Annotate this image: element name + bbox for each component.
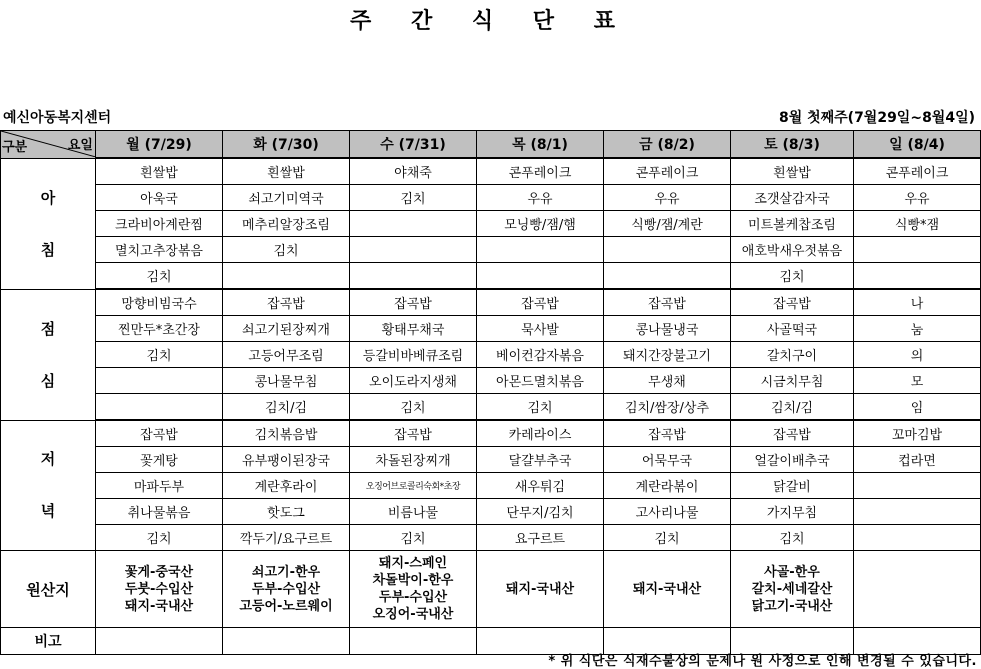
menu-cell (854, 499, 981, 525)
menu-cell: 흰쌀밥 (96, 158, 223, 185)
menu-cell: 김치 (96, 525, 223, 551)
menu-cell: 묵사발 (477, 316, 604, 342)
menu-cell: 잡곡밥 (604, 420, 731, 447)
menu-cell: 카레라이스 (477, 420, 604, 447)
menu-cell (223, 263, 350, 290)
menu-cell (96, 368, 223, 394)
meal-label-char: 심 (40, 371, 56, 390)
origin-cell (854, 551, 981, 628)
meal-label-char: 점 (40, 319, 56, 338)
origin-line: 꽃게-중국산 (124, 564, 194, 580)
meal-label (1, 289, 96, 420)
origin-line: 돼지-국내산 (505, 581, 575, 597)
menu-row (1, 289, 981, 316)
menu-cell: 콘푸레이크 (604, 158, 731, 185)
menu-cell: 고사리나물 (604, 499, 731, 525)
menu-cell: 나 (854, 289, 981, 316)
menu-cell: 잡곡밥 (731, 420, 854, 447)
menu-cell: 요구르트 (477, 525, 604, 551)
menu-row (1, 263, 981, 290)
menu-cell (350, 211, 477, 237)
page-title: 주 간 식 단 표 (350, 9, 631, 34)
day-header: 토 (8/3) (731, 131, 854, 159)
menu-row (1, 394, 981, 421)
menu-cell: 쇠고기미역국 (223, 185, 350, 211)
menu-cell (350, 263, 477, 290)
menu-cell: 깍두기/요구르트 (223, 525, 350, 551)
origin-line: 두부-수입산 (251, 581, 321, 597)
origin-line: 돼지-국내산 (124, 598, 194, 614)
menu-cell: 메추리알장조림 (223, 211, 350, 237)
menu-cell: 크라비아계란찜 (96, 211, 223, 237)
origin-line: 고등어-노르웨이 (239, 598, 333, 614)
menu-cell: 김치 (96, 342, 223, 368)
origin-line: 돼지-스페인 (378, 556, 448, 571)
menu-cell: 고등어무조림 (223, 342, 350, 368)
menu-cell: 김치 (96, 263, 223, 290)
menu-cell: 김치볶음밥 (223, 420, 350, 447)
menu-cell: 얼갈이배추국 (731, 447, 854, 473)
origin-cell (96, 551, 223, 628)
menu-cell (854, 525, 981, 551)
origin-line: 닭고기-국내산 (751, 598, 833, 614)
origin-line: 사골-한우 (764, 564, 820, 580)
menu-cell: 김치 (350, 394, 477, 421)
meal-label (1, 420, 96, 551)
menu-cell: 꽃게탕 (96, 447, 223, 473)
origin-label: 원산지 (1, 551, 96, 628)
origin-line: 두부-수입산 (378, 590, 448, 605)
menu-cell: 차돌된장찌개 (350, 447, 477, 473)
origin-line: 돼지-국내산 (632, 581, 702, 597)
menu-cell (96, 394, 223, 421)
menu-cell: 잡곡밥 (96, 420, 223, 447)
menu-cell: 식빵/잼/계란 (604, 211, 731, 237)
menu-cell: 황태무채국 (350, 316, 477, 342)
day-header: 화 (7/30) (223, 131, 350, 159)
menu-cell: 의 (854, 342, 981, 368)
meal-label-char: 녁 (40, 502, 56, 521)
menu-cell: 꼬마김밥 (854, 420, 981, 447)
menu-cell: 콩나물무침 (223, 368, 350, 394)
week-range: 8월 첫째주(7월29일~8월4일) (778, 110, 975, 126)
meal-label (1, 158, 96, 289)
menu-cell: 멸치고추장볶음 (96, 237, 223, 263)
menu-cell: 가지무침 (731, 499, 854, 525)
menu-cell: 모 (854, 368, 981, 394)
menu-cell: 등갈비바베큐조림 (350, 342, 477, 368)
menu-cell: 김치 (350, 525, 477, 551)
menu-cell: 잡곡밥 (477, 289, 604, 316)
menu-row (1, 158, 981, 185)
day-header: 수 (7/31) (350, 131, 477, 159)
meal-label-char: 아 (40, 188, 56, 207)
corner-header (1, 131, 96, 159)
origin-line: 차돌박이-한우 (372, 573, 454, 588)
note-cell (96, 628, 223, 655)
menu-row (1, 342, 981, 368)
menu-cell: 아욱국 (96, 185, 223, 211)
origin-line: 쇠고기-한우 (251, 564, 321, 580)
menu-cell: 무생채 (604, 368, 731, 394)
menu-cell: 시금치무침 (731, 368, 854, 394)
origin-cell (223, 551, 350, 628)
origin-line: 갈치-세네갈산 (751, 581, 833, 597)
footnote: * 위 식단은 식재수불상의 문제나 원 사정으로 인해 변경될 수 있습니다. (548, 654, 977, 669)
menu-cell: 아몬드멸치볶음 (477, 368, 604, 394)
menu-row (1, 420, 981, 447)
menu-cell: 계란라볶이 (604, 473, 731, 499)
menu-cell: 김치/쌈장/상추 (604, 394, 731, 421)
menu-cell: 어묵무국 (604, 447, 731, 473)
menu-cell: 흰쌀밥 (731, 158, 854, 185)
menu-cell: 김치/김 (731, 394, 854, 421)
menu-cell: 조갯살감자국 (731, 185, 854, 211)
menu-cell: 야채죽 (350, 158, 477, 185)
day-header: 월 (7/29) (96, 131, 223, 159)
origin-line: 두붓-수입산 (124, 581, 194, 597)
corner-label-day: 요일 (67, 138, 93, 153)
menu-cell: 사골떡국 (731, 316, 854, 342)
menu-cell: 취나물볶음 (96, 499, 223, 525)
day-header: 금 (8/2) (604, 131, 731, 159)
menu-cell: 망향비빔국수 (96, 289, 223, 316)
menu-cell: 새우튀김 (477, 473, 604, 499)
note-cell (223, 628, 350, 655)
menu-row (1, 447, 981, 473)
menu-row (1, 525, 981, 551)
origin-line: 오징어-국내산 (372, 607, 454, 622)
menu-cell: 우유 (477, 185, 604, 211)
menu-cell: 모닝빵/잼/햄 (477, 211, 604, 237)
menu-cell (604, 237, 731, 263)
menu-cell: 갈치구이 (731, 342, 854, 368)
menu-cell: 찐만두*초간장 (96, 316, 223, 342)
note-label: 비고 (1, 628, 96, 655)
menu-row (1, 237, 981, 263)
menu-cell: 닭갈비 (731, 473, 854, 499)
menu-cell: 베이컨감자볶음 (477, 342, 604, 368)
menu-cell: 잡곡밥 (731, 289, 854, 316)
menu-cell: 김치 (604, 525, 731, 551)
origin-cell (350, 551, 477, 628)
menu-cell (854, 473, 981, 499)
menu-cell: 김치 (731, 263, 854, 290)
corner-label-category: 구분 (2, 139, 28, 155)
menu-cell: 김치 (477, 394, 604, 421)
menu-cell: 우유 (854, 185, 981, 211)
origin-cell (731, 551, 854, 628)
menu-cell (477, 237, 604, 263)
menu-cell: 오이도라지생채 (350, 368, 477, 394)
menu-row (1, 473, 981, 499)
header-row (1, 131, 981, 159)
menu-cell: 미트볼케찹조림 (731, 211, 854, 237)
menu-cell (477, 263, 604, 290)
menu-row (1, 211, 981, 237)
menu-cell: 유부팽이된장국 (223, 447, 350, 473)
menu-cell: 계란후라이 (223, 473, 350, 499)
origin-row (1, 551, 981, 628)
menu-cell: 눔 (854, 316, 981, 342)
menu-cell: 잡곡밥 (604, 289, 731, 316)
menu-cell: 비름나물 (350, 499, 477, 525)
origin-cell (477, 551, 604, 628)
menu-cell (854, 263, 981, 290)
meal-label-char: 저 (40, 450, 56, 469)
menu-cell: 콘푸레이크 (477, 158, 604, 185)
note-cell (350, 628, 477, 655)
menu-cell: 단무지/김치 (477, 499, 604, 525)
menu-row (1, 316, 981, 342)
menu-cell: 쇠고기된장찌개 (223, 316, 350, 342)
menu-cell: 오징어브로콜리숙회*초장 (350, 473, 477, 499)
menu-cell: 흰쌀밥 (223, 158, 350, 185)
day-header: 목 (8/1) (477, 131, 604, 159)
menu-cell: 마파두부 (96, 473, 223, 499)
menu-cell: 콘푸레이크 (854, 158, 981, 185)
menu-cell: 김치 (731, 525, 854, 551)
origin-cell (604, 551, 731, 628)
menu-cell: 잡곡밥 (350, 420, 477, 447)
day-header: 일 (8/4) (854, 131, 981, 159)
menu-cell: 핫도그 (223, 499, 350, 525)
menu-cell (854, 237, 981, 263)
weekly-menu-table (0, 130, 981, 655)
menu-cell: 돼지간장불고기 (604, 342, 731, 368)
center-name: 예신아동복지센터 (3, 110, 112, 126)
menu-cell: 임 (854, 394, 981, 421)
menu-cell (604, 263, 731, 290)
menu-cell: 잡곡밥 (350, 289, 477, 316)
menu-cell: 잡곡밥 (223, 289, 350, 316)
menu-cell (350, 237, 477, 263)
menu-cell: 김치 (350, 185, 477, 211)
menu-cell: 콩나물냉국 (604, 316, 731, 342)
menu-cell: 우유 (604, 185, 731, 211)
menu-cell: 컵라면 (854, 447, 981, 473)
menu-row (1, 368, 981, 394)
menu-cell: 식빵*잼 (854, 211, 981, 237)
menu-cell: 김치/김 (223, 394, 350, 421)
menu-row (1, 499, 981, 525)
menu-row (1, 185, 981, 211)
menu-cell: 애호박새우젓볶음 (731, 237, 854, 263)
menu-cell: 달걀부추국 (477, 447, 604, 473)
meal-label-char: 침 (40, 240, 56, 259)
menu-cell: 김치 (223, 237, 350, 263)
